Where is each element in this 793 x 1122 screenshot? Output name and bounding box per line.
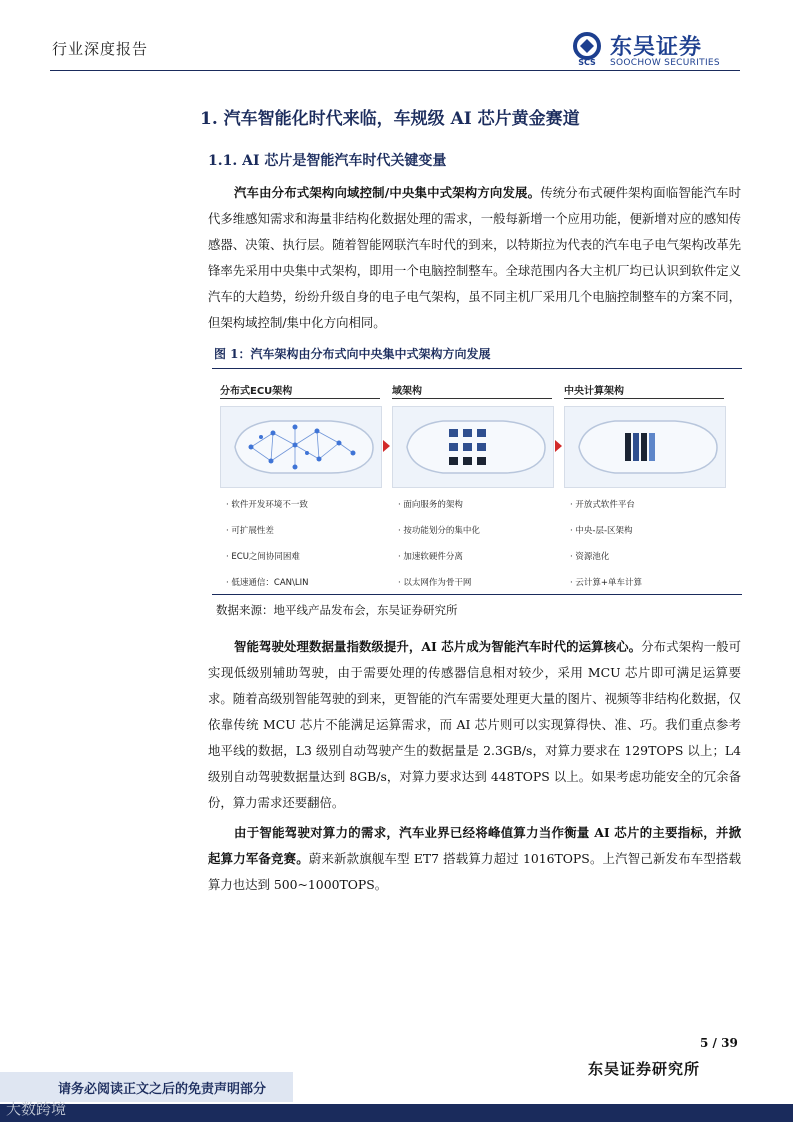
paragraph-compute-race	[208, 820, 741, 898]
column-divider	[392, 398, 552, 399]
bullet-item: · ECU之间协同困难	[226, 552, 300, 562]
paragraph-body: 蔚来新款旗舰车型 ET7 搭载算力超过 1016TOPS。上汽智己新发布车型搭载算力也达到 500~1000TOPS。	[208, 851, 741, 892]
bullet-item: · 以太网作为骨干网	[398, 578, 472, 588]
figure-source: 数据来源：地平线产品发布会，东吴证券研究所	[216, 603, 458, 617]
bullet-item: · 开放式软件平台	[570, 500, 635, 510]
bullet-item: · 可扩展性差	[226, 526, 274, 536]
figure-title: 图 1：汽车架构由分布式向中央集中式架构方向发展	[214, 347, 491, 361]
page-number: 5 / 39	[700, 1036, 738, 1050]
figure-top-rule	[212, 368, 742, 369]
logo-mark-text: SCS	[578, 58, 596, 66]
subsection-heading: 1.1. AI 芯片是智能汽车时代关键变量	[208, 153, 447, 169]
bullet-item: · 加速软硬件分离	[398, 552, 463, 562]
bullet-item: · 中央-层-区架构	[570, 526, 633, 536]
paragraph-lead: 智能驾驶处理数据量指数级提升，AI 芯片成为智能汽车时代的运算核心。	[234, 639, 642, 654]
company-logo	[570, 32, 740, 70]
car-central-icon	[565, 407, 725, 487]
arrow-right-icon	[555, 440, 562, 452]
watermark: 大数跨境	[6, 1100, 67, 1118]
bullet-item: · 云计算+单车计算	[570, 578, 643, 588]
paragraph-lead: 由于智能驾驶对算力的需求，汽车业界已经将峰值算力当作衡量 AI 芯片的主要指标，并掀起算力军备竞赛。	[208, 825, 741, 866]
disclaimer-text: 请务必阅读正文之后的免责声明部分	[58, 1082, 267, 1097]
column-title-domain: 域架构	[392, 386, 422, 397]
architecture-figure	[212, 372, 742, 592]
footer-organization: 东吴证券研究所	[588, 1060, 701, 1078]
column-title-distributed: 分布式ECU架构	[220, 386, 293, 397]
report-category: 行业深度报告	[52, 40, 149, 58]
arrow-right-icon	[383, 440, 390, 452]
header-divider	[50, 70, 740, 71]
scs-logo-icon	[570, 32, 604, 66]
paragraph-ai-chip-core	[208, 634, 741, 816]
bullet-item: · 按功能划分的集中化	[398, 526, 480, 536]
figure-bottom-rule	[212, 594, 742, 595]
panel-domain	[392, 406, 554, 488]
panel-central	[564, 406, 726, 488]
paragraph-body: 分布式架构一般可实现低级别辅助驾驶，由于需要处理的传感器信息相对较少，采用 MCU 芯片即可满足运算要求。随着高级别智能驾驶的到来，更智能的汽车需要处理更大量的图片、视频等非结构化数据，仅依靠传统 MCU 芯片不能满足运算需求，而 AI 芯片则可以实现算得快、准、巧。我们重点参考地平线的数据，L3 级别自动驾驶产生的数据量是 2.3GB/s，对算力要求在 129TOPS 以上；L4 级别自动驾驶数据量达到 8GB/s，对算力要求达到 448TOPS 以上。如果考虑功能安全的冗余备份，算力需求还要翻倍。	[208, 639, 741, 810]
paragraph-lead: 汽车由分布式架构向域控制/中央集中式架构方向发展。	[234, 185, 541, 200]
column-divider	[220, 398, 380, 399]
bullet-item: · 低速通信：CAN\LIN	[226, 578, 309, 588]
car-distributed-icon	[221, 407, 381, 487]
footer-bar	[0, 1104, 793, 1122]
bullet-item: · 软件开发环境不一致	[226, 500, 308, 510]
panel-distributed-ecu	[220, 406, 382, 488]
car-domain-icon	[393, 407, 553, 487]
paragraph-architecture	[208, 180, 741, 336]
column-title-central: 中央计算架构	[564, 386, 624, 397]
logo-english-name: SOOCHOW SECURITIES	[610, 58, 720, 68]
column-divider	[564, 398, 724, 399]
section-heading: 1. 汽车智能化时代来临，车规级 AI 芯片黄金赛道	[200, 109, 580, 129]
paragraph-body: 传统分布式硬件架构面临智能汽车时代多维感知需求和海量非结构化数据处理的需求，一般每新增一个应用功能，便新增对应的感知传感器、决策、执行层。随着智能网联汽车时代的到来，以特斯拉为代表的汽车电子电气架构改革先锋率先采用中央集中式架构，即用一个电脑控制整车。全球范围内各大主机厂均已认识到软件定义汽车的大趋势，纷纷升级自身的电子电气架构，虽不同主机厂采用几个电脑控制整车的方案不同，但架构域控制/集中化方向相同。	[208, 185, 742, 330]
logo-chinese-name: 东吴证券	[610, 35, 703, 60]
bullet-item: · 资源池化	[570, 552, 610, 562]
bullet-item: · 面向服务的架构	[398, 500, 463, 510]
